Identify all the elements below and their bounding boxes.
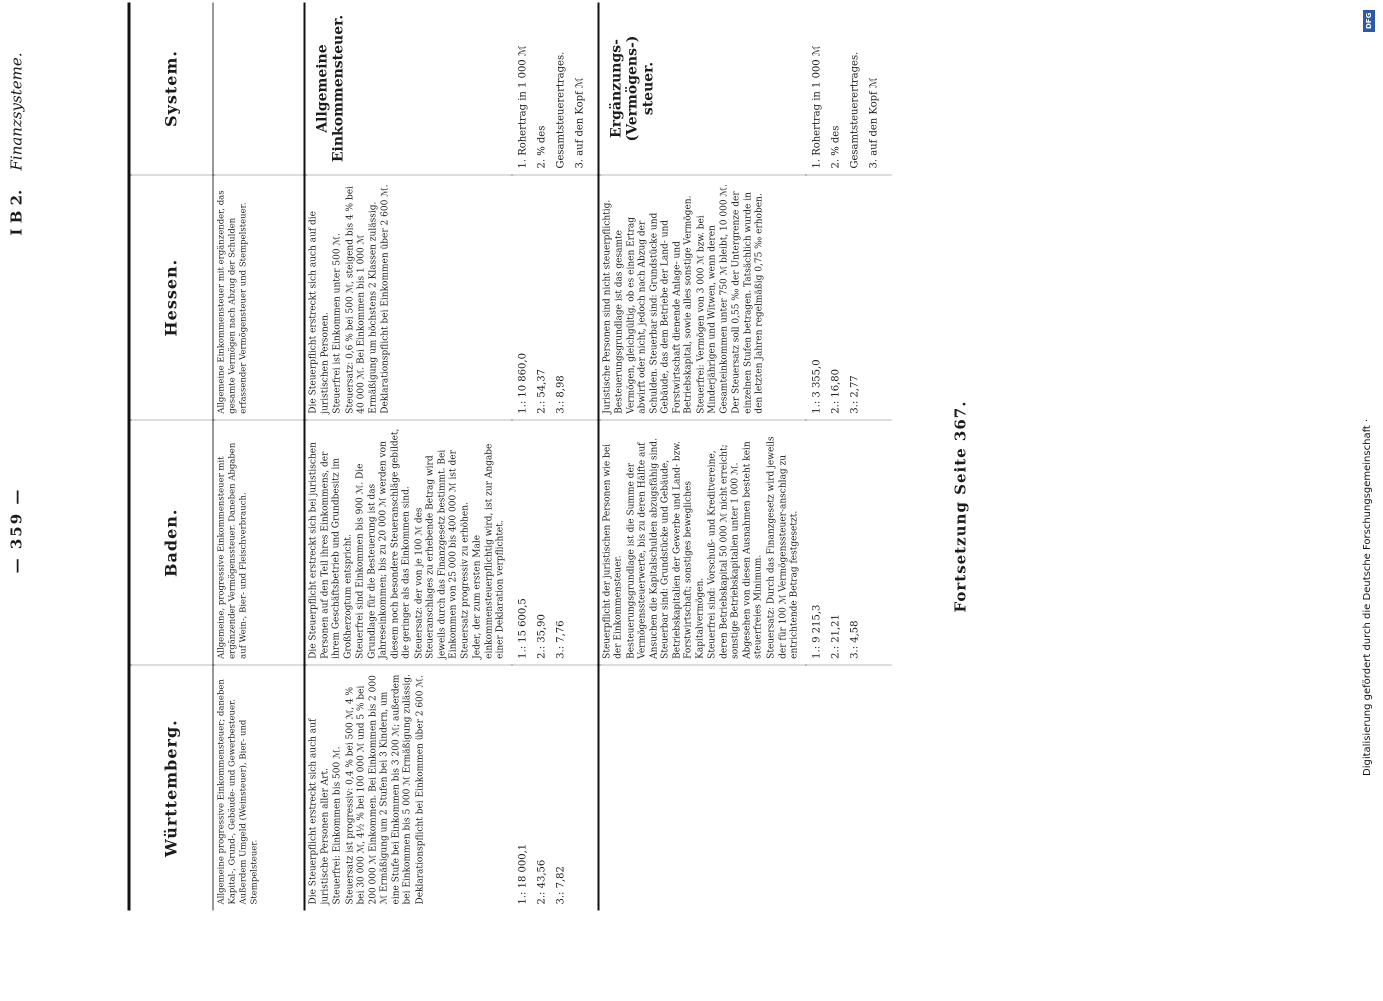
stat-value: 2.: 16,80 xyxy=(830,368,842,414)
text-paragraph: Die Steuerpflicht erstreckt sich bei juristischen Personen auf den Teil ihres Einkommens, der ihrem Geschäftsbetrieb und Grundbesitz im Großherzogtum entspricht. xyxy=(308,442,354,659)
text-paragraph: Steuerfrei sind Einkommen bis 900 ℳ. Die Grundlage für die Besteuerung ist das Jahreseinkommen; bis zu 20 000 ℳ werden von diesem noch besondere Steueranschläge gebildet, die geringer als das Einkommen sind. xyxy=(355,428,412,659)
continuation-note: Fortsetzung Seite 367. xyxy=(951,400,970,613)
wealth-tax-system xyxy=(598,3,805,176)
stat-value: 3.: 7,76 xyxy=(555,620,567,659)
stat-value: 1.: 9 215,3 xyxy=(811,604,823,659)
text-paragraph: Die Steuerpflicht erstreckt sich auch auf juristische Personen aller Art. xyxy=(308,718,331,905)
text-paragraph: Steuerfrei: Einkommen bis 500 ℳ. xyxy=(332,746,343,905)
text-paragraph: Steuerfrei: Vermögen von 3 000 ℳ bzw. bei Minderjährigen und Witwen, wenn deren Gesamteinkommen unter 750 ℳ bleibt, 10 000 ℳ. xyxy=(696,184,730,414)
income-tax-wuerttemberg xyxy=(305,665,512,910)
stats-hessen xyxy=(511,175,598,420)
section-title: Finanzsysteme. xyxy=(7,52,26,171)
stats-legend xyxy=(511,3,598,176)
legend-item: 2. % des Gesamtsteuerertrages. xyxy=(536,51,567,169)
system-label: Ergänzungs- (Vermögens-) steuer. xyxy=(608,35,657,142)
column-header-hessen: Hessen. xyxy=(129,175,213,420)
wealth-tax-baden xyxy=(598,420,805,665)
dfg-logo: DFG xyxy=(1363,10,1375,32)
stat-value: 3.: 4,58 xyxy=(849,620,861,659)
stat-value: 1.: 10 860,0 xyxy=(517,353,529,414)
income-tax-system xyxy=(305,3,512,176)
legend-item: 3. auf den Kopf ℳ xyxy=(574,77,586,169)
wealth-tax-stats-row xyxy=(805,3,891,911)
text-paragraph: Steuerpflicht der juristischen Personen wie bei der Einkommensteuer. xyxy=(602,443,624,659)
legend-item: 1. Rohertrag in 1 000 ℳ xyxy=(517,45,529,169)
text-paragraph: Der Steuersatz soll 0,55 ‰ der Untergrenze der einzelnen Stufen betragen. Tatsächlich wurde in den letzten Jahren regelmäßig 0,75 ‰ erhoben. xyxy=(731,191,765,414)
stats-baden xyxy=(511,420,598,665)
finance-systems-table xyxy=(128,3,892,911)
text-paragraph: Steuerfrei sind: Vorschuß- und Kreditvereine, deren Betriebskapital 50 000 ℳ nicht erreicht; sonstige Betriebskapitalien unter 1 000 ℳ. Abgesehen von diesen Ausnahmen besteht kein steuerfreies Minimum. xyxy=(707,441,764,659)
section-number: I B 2. xyxy=(7,189,26,236)
intro-row xyxy=(213,3,305,911)
running-header xyxy=(8,53,34,961)
legend-item: 3. auf den Kopf ℳ xyxy=(868,77,880,169)
intro-baden: Allgemeine, progressive Einkommensteuer mit ergänzender Vermögenssteuer. Daneben Abgaben auf Wein-, Bier- und Fleischverbrauch. xyxy=(213,420,305,665)
stat-value: 2.: 21,21 xyxy=(830,614,842,659)
digitization-credit-text: Digitalisierung gefördert durch die Deutsche Forschungsgemeinschaft · xyxy=(1362,418,1373,776)
legend-item: 2. % des Gesamtsteuerertrages. xyxy=(830,51,861,169)
stat-value: 2.: 43,56 xyxy=(536,859,548,905)
section-heading xyxy=(8,53,26,236)
text-paragraph: Juristische Personen sind nicht steuerpflichtig. xyxy=(602,199,613,414)
stat-value: 1.: 18 000,1 xyxy=(517,843,529,905)
text-paragraph: Steuerfrei ist Einkommen unter 500 ℳ. xyxy=(332,233,343,414)
stats-wuerttemberg xyxy=(805,665,891,910)
text-paragraph: Die Steuerpflicht erstreckt sich auch auf die juristischen Personen. xyxy=(308,211,331,414)
page-number: — 359 — xyxy=(7,487,26,574)
income-tax-row xyxy=(305,3,512,911)
stat-value: 2.: 54,37 xyxy=(536,368,548,414)
wealth-tax-row xyxy=(598,3,805,911)
stats-hessen xyxy=(805,175,891,420)
text-paragraph: Steuersatz: Durch das Finanzgesetz wird jeweils der für 100 ℳ Vermögenssteuer-anschlag zu entrichtende Betrag festgesetzt. xyxy=(766,436,800,659)
wealth-tax-wuerttemberg xyxy=(598,665,805,910)
stat-value: 1.: 15 600,5 xyxy=(517,598,529,659)
digitization-credit xyxy=(1362,10,1378,1000)
stat-value: 2.: 35,90 xyxy=(536,614,548,659)
text-paragraph: Besteuerungsgrundlage ist die Summe der Vermögenssteuerwerte, bis zu deren Hälfte auf Ansuchen die Kapitalschulden abzugsfähig sind. Steuerbar sind: Grundstücke und Gebäude, Betriebskapitalien der Gewerbe und Land- bzw. Forstwirtschaft; sonstiges bewegliches Kapitalvermögen. xyxy=(626,438,706,659)
document-page xyxy=(0,1,1383,1001)
legend-item: 1. Rohertrag in 1 000 ℳ xyxy=(811,45,823,169)
column-header-baden: Baden. xyxy=(129,420,213,665)
text-paragraph: Deklarationspflicht bei Einkommen über 2 600 ℳ. xyxy=(415,675,426,905)
system-label: Allgemeine Einkommensteuer. xyxy=(314,14,347,163)
stats-wuerttemberg xyxy=(511,665,598,910)
stat-value: 1.: 3 355,0 xyxy=(811,359,823,414)
income-tax-stats-row xyxy=(511,3,598,911)
income-tax-baden xyxy=(305,420,512,665)
income-tax-hessen xyxy=(305,175,512,420)
text-paragraph: Besteuerungsgrundlage ist das gesamte Vermögen, gleichgültig, ob es einen Ertrag abwirft oder nicht, jedoch nach Abzug der Schulden. Steuerbar sind: Grundstücke und Gebäude, das dem Betriebe der Land- und Forstwirtschaft dienende Anlage- und Betriebskapital, sowie alles sonstige Vermögen. xyxy=(614,195,694,414)
text-paragraph: Steuersatz: 0,6 % bei 500 ℳ, steigend bis 4 % bei 40 000 ℳ. Bei Einkommen bis 1 000 ℳ Ermäßigung um höchstens 2 Klassen zulässig. xyxy=(345,186,379,414)
column-header-system: System. xyxy=(129,3,213,176)
intro-hessen: Allgemeine Einkommensteuer mit ergänzender, das gesamte Vermögen nach Abzug der Schulden erfassender Vermögensteuer und Stempelsteuer. xyxy=(213,175,305,420)
stats-baden xyxy=(805,420,891,665)
stats-legend xyxy=(805,3,891,176)
intro-system xyxy=(213,3,305,176)
text-paragraph: Deklarationspflicht bei Einkommen über 2 600 ℳ. xyxy=(380,184,391,414)
column-header-wuerttemberg: Württemberg. xyxy=(129,665,213,910)
text-paragraph: Steuersatz ist progressiv: 0,4 % bei 500 ℳ, 4 % bei 30 000 ℳ, 4½ % bei 100 000 ℳ und 5 % bei 200 000 ℳ Einkommen. Bei Einkommen bis 2 000 ℳ Ermäßigung um 2 Stufen bei 3 Kindern, um eine Stufe bei Einkommen bis 3 200 ℳ; außerdem bei Einkommen bis 5 000 ℳ Ermäßigung zulässig. xyxy=(345,674,413,905)
wealth-tax-hessen xyxy=(598,175,805,420)
text-paragraph: Steuersatz: der von je 100 ℳ des Steueranschlages zu erhebende Betrag wird jeweils durch das Finanzgesetz bestimmt. Bei Einkommen von 25 000 bis 400 000 ℳ ist der Steuersatz progressiv zu erhöhen. xyxy=(414,449,471,659)
stat-value: 3.: 7,82 xyxy=(555,866,567,905)
intro-wuerttemberg: Allgemeine progressive Einkommensteuer; daneben Kapital-, Grund-, Gebäude- und Gewerbesteuer. Außerdem Umgeld (Weinsteuer), Bier- und Stempelsteuer. xyxy=(213,665,305,910)
stat-value: 3.: 8,98 xyxy=(555,375,567,414)
stat-value: 3.: 2,77 xyxy=(849,375,861,414)
text-paragraph: Jeder, der zum ersten Male einkommensteuerpflichtig wird, ist zur Angabe einer Deklaration verpflichtet. xyxy=(472,443,506,659)
